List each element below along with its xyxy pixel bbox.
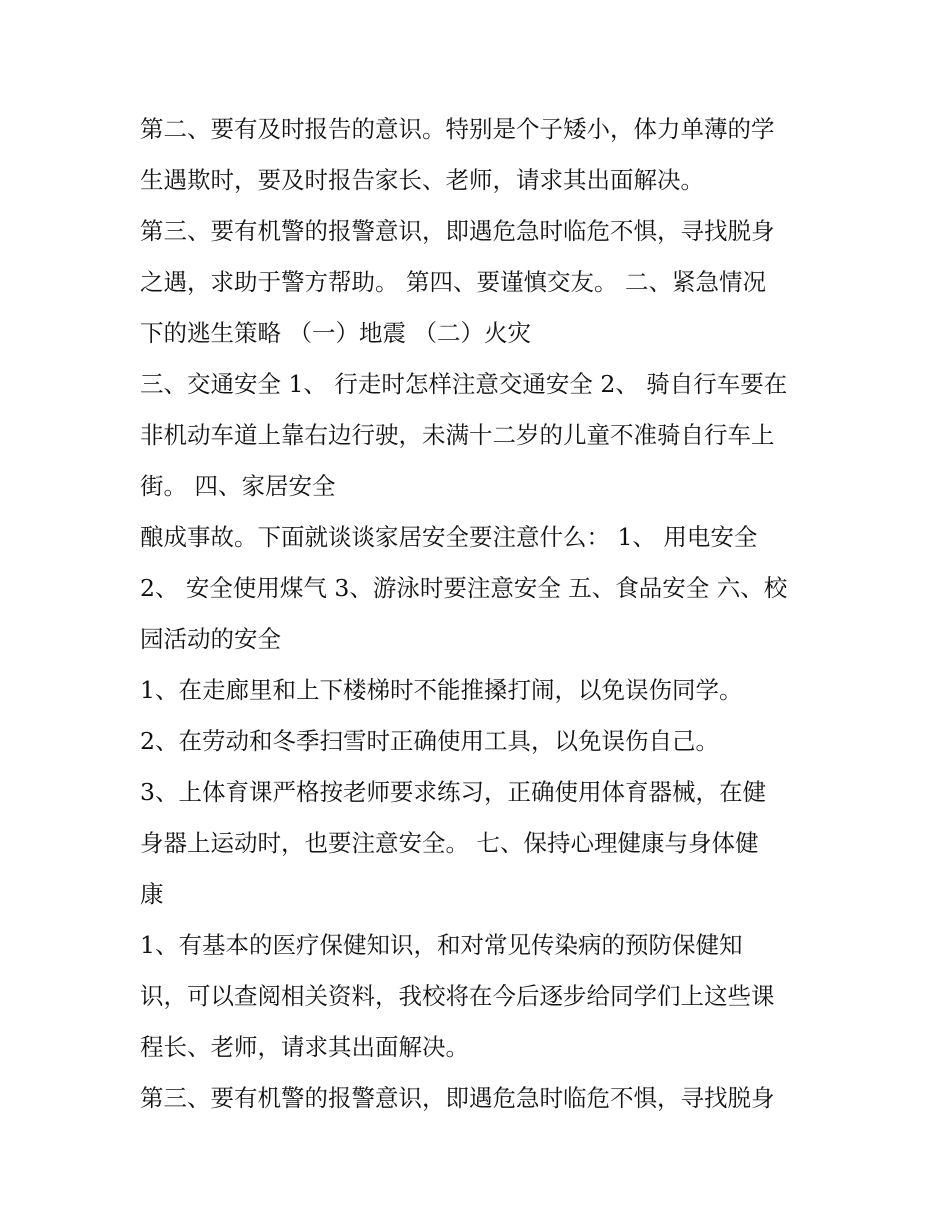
text-line: 下的逃生策略 （一）地震 （二）火灾 — [140, 319, 531, 347]
text-line: 1、有基本的医疗保健知识，和对常见传染病的预防保健知 — [140, 931, 743, 959]
text-line: 2、在劳动和冬季扫雪时正确使用工具，以免误伤自己。 — [140, 727, 719, 755]
document-body — [140, 104, 830, 1124]
text-line: 第三、要有机警的报警意识，即遇危急时临危不惧，寻找脱身 — [140, 1084, 775, 1112]
text-line: 之遇，求助于警方帮助。 第四、要谨慎交友。 二、紧急情况 — [140, 268, 766, 296]
text-line: 非机动车道上靠右边行驶，未满十二岁的儿童不准骑自行车上 — [140, 421, 775, 449]
text-line: 酿成事故。下面就谈谈家居安全要注意什么： 1、 用电安全 — [140, 523, 758, 551]
text-line: 三、交通安全 1、 行走时怎样注意交通安全 2、 骑自行车要在 — [140, 370, 788, 398]
text-line: 程长、老师，请求其出面解决。 — [140, 1033, 469, 1061]
text-line: 2、 安全使用煤气 3、游泳时要注意安全 五、食品安全 六、校 — [140, 574, 788, 602]
text-line: 园活动的安全 — [140, 625, 281, 653]
text-line: 第三、要有机警的报警意识，即遇危急时临危不惧，寻找脱身 — [140, 217, 775, 245]
text-line: 生遇欺时，要及时报告家长、老师，请求其出面解决。 — [140, 166, 704, 194]
text-line: 康 — [140, 880, 164, 908]
text-line: 身器上运动时，也要注意安全。 七、保持心理健康与身体健 — [140, 829, 759, 857]
text-line: 3、上体育课严格按老师要求练习，正确使用体育器械，在健 — [140, 778, 766, 806]
text-line: 识，可以查阅相关资料，我校将在今后逐步给同学们上这些课 — [140, 982, 775, 1010]
text-line: 街。 四、家居安全 — [140, 472, 336, 500]
text-line: 第二、要有及时报告的意识。特别是个子矮小，体力单薄的学 — [140, 115, 775, 143]
text-line: 1、在走廊里和上下楼梯时不能推搡打闹，以免误伤同学。 — [140, 676, 743, 704]
